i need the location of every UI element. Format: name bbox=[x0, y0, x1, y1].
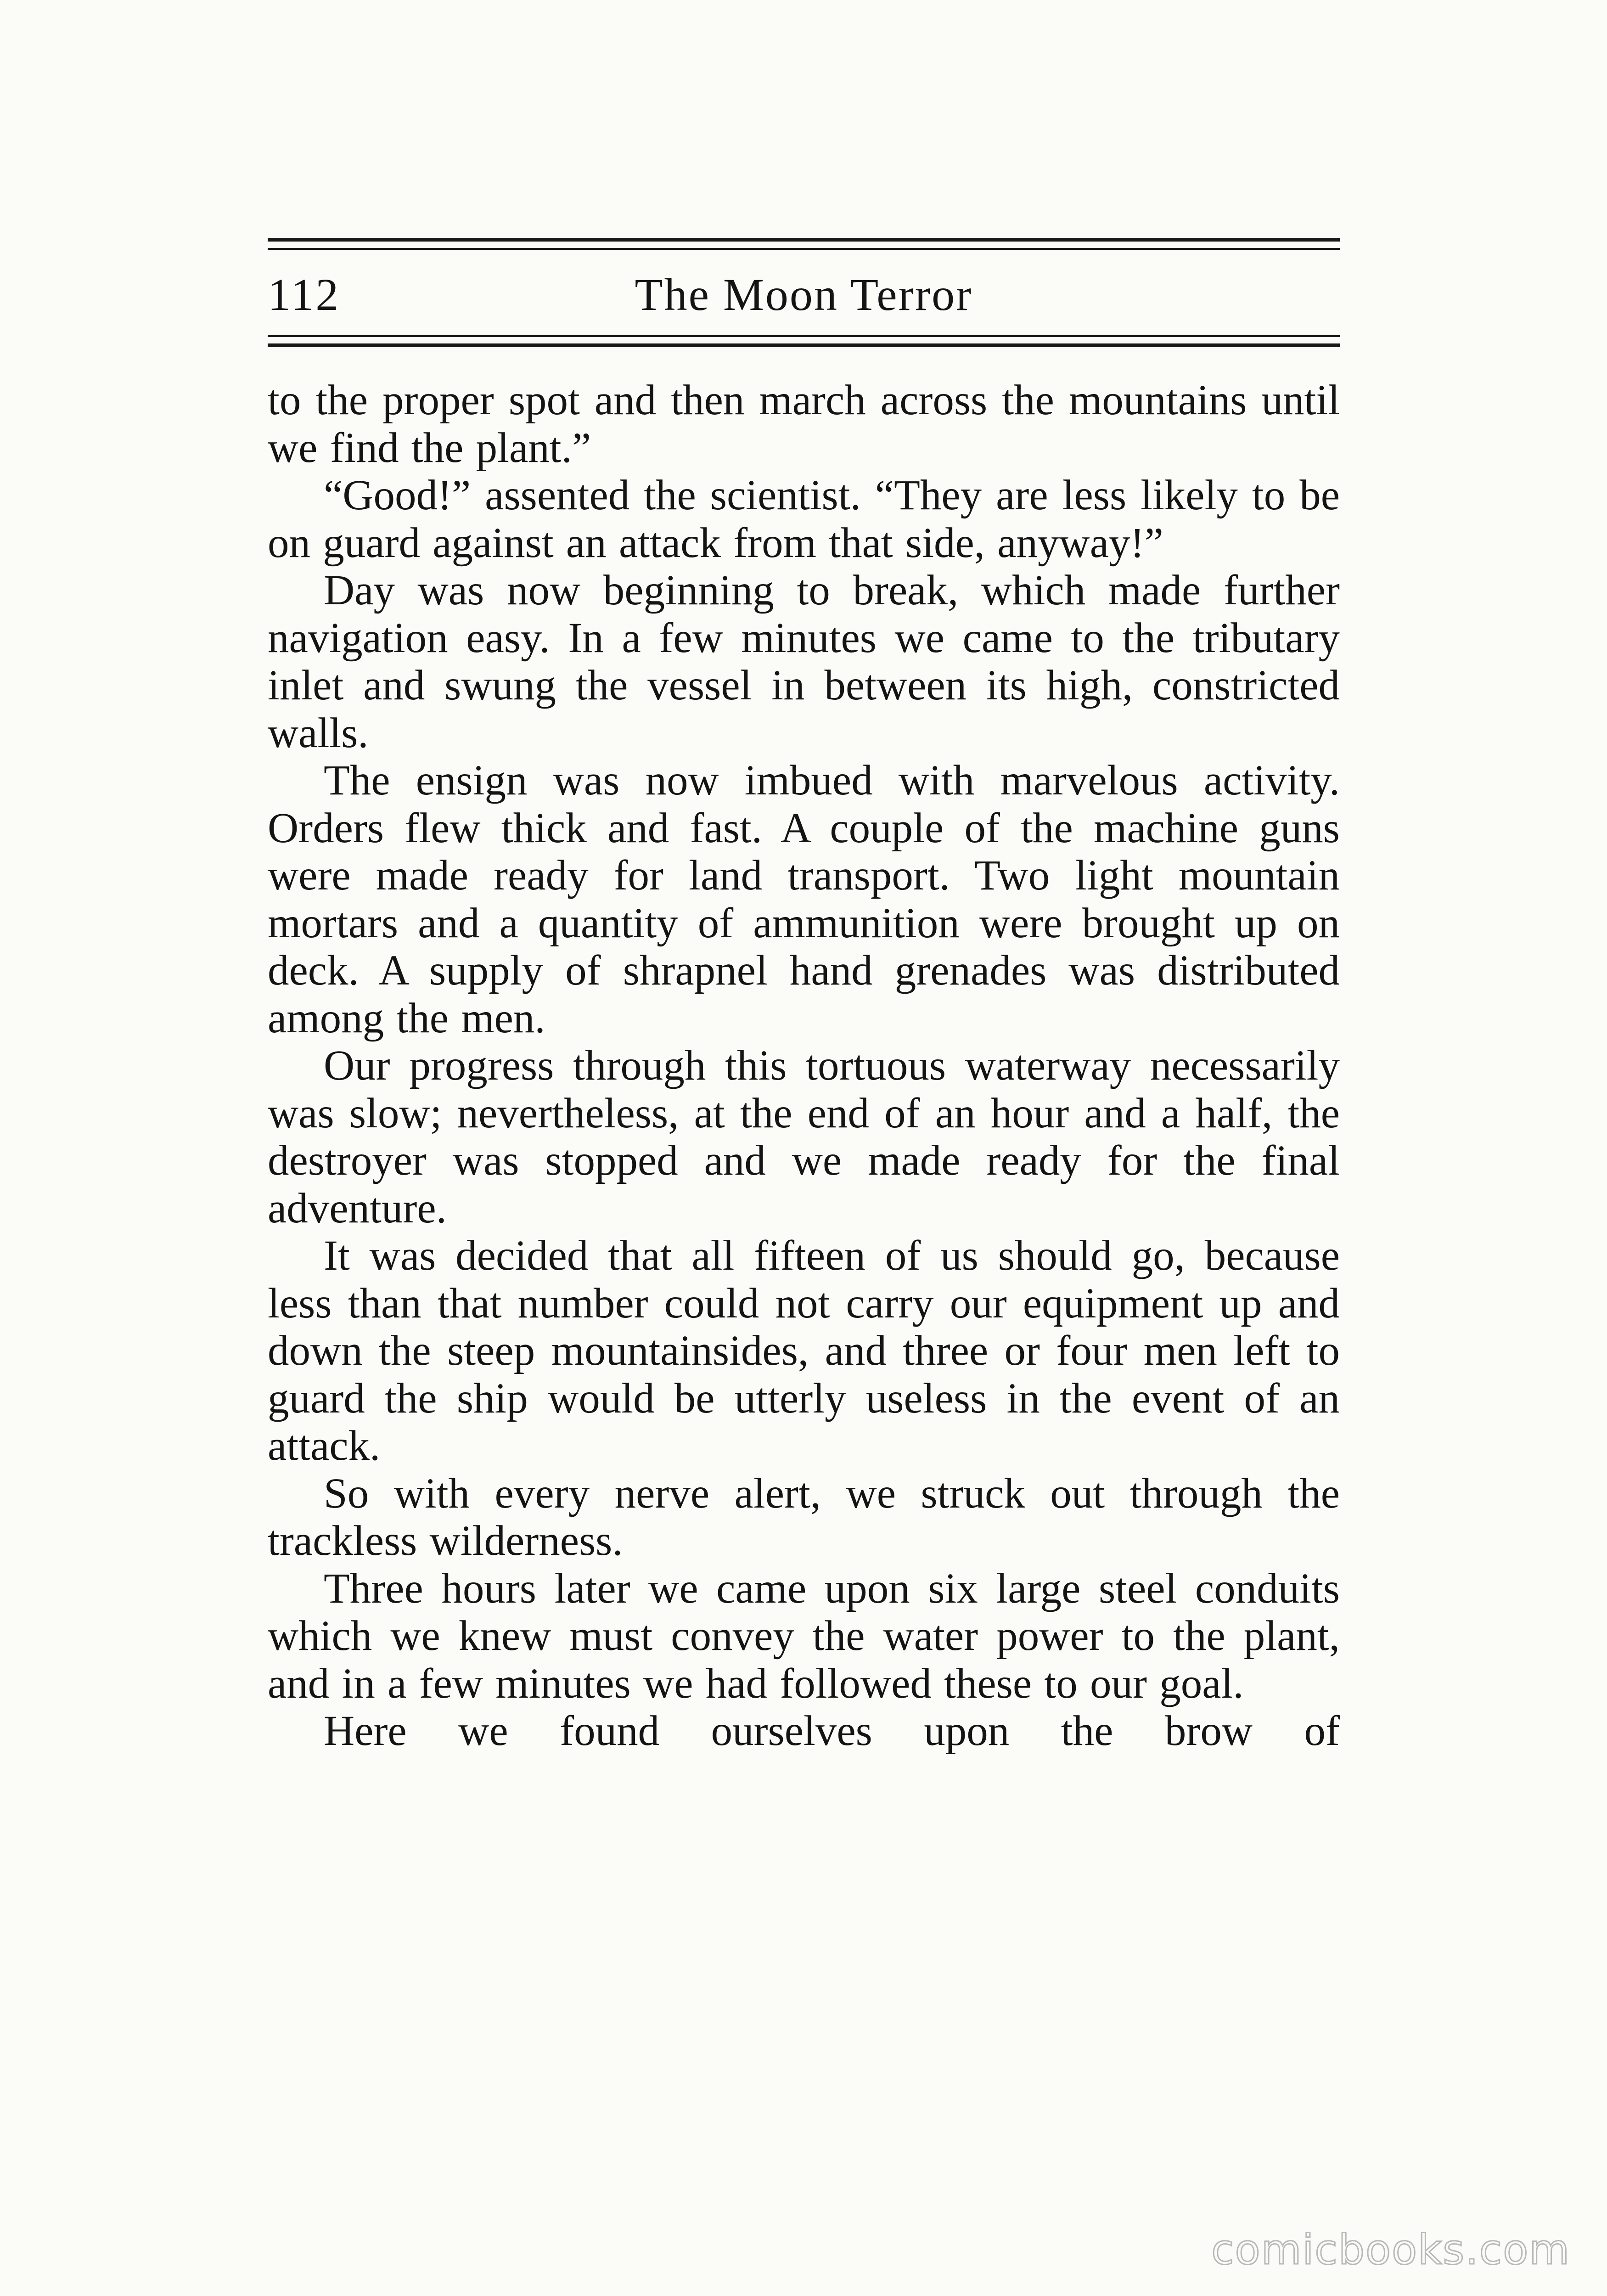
paragraph: Three hours later we came upon six large steel conduits which we knew must convey the water power to the plant, and in a few minutes we had followed these to our goal. bbox=[268, 1564, 1340, 1707]
paragraph: Day was now beginning to break, which made further navigation easy. In a few minutes we came to the tributary inlet and swung the vessel in between its high, constricted walls. bbox=[268, 567, 1340, 757]
paragraph: It was decided that all fifteen of us should go, because less than that number could not carry our equipment up and down the steep mountainsides, and three or four men left to guard the ship would be utterly useless in the event of an attack. bbox=[268, 1232, 1340, 1469]
header-rule-top-thin bbox=[268, 248, 1340, 250]
watermark: comicbooks.com bbox=[1211, 2226, 1570, 2274]
header-rule-bottom-thin bbox=[268, 335, 1340, 337]
page-number: 112 bbox=[268, 269, 341, 320]
paragraph: Our progress through this tortuous waterway necessarily was slow; nevertheless, at the end of an hour and a half, the destroyer was stopped and we made ready for the final adventure. bbox=[268, 1042, 1340, 1232]
running-header bbox=[268, 262, 1340, 331]
paragraph: So with every nerve alert, we struck out through the trackless wilderness. bbox=[268, 1469, 1340, 1564]
running-title: The Moon Terror bbox=[635, 269, 973, 320]
paragraph: The ensign was now imbued with marvelous activity. Orders flew thick and fast. A couple of the machine guns were made ready for land transport. Two light mountain mortars and a quantity of ammunition were brought up on deck. A supply of shrapnel hand grenades was distributed among the men. bbox=[268, 757, 1340, 1042]
paragraph: “Good!” assented the scientist. “They are less likely to be on guard against an attack from that side, anyway!” bbox=[268, 472, 1340, 567]
paragraph: to the proper spot and then march across the mountains until we find the plant.” bbox=[268, 377, 1340, 472]
header-rule-top-thick bbox=[268, 238, 1340, 242]
body-text bbox=[268, 377, 1340, 1755]
header-rule-bottom-thick bbox=[268, 343, 1340, 347]
paragraph: Here we found ourselves upon the brow of bbox=[324, 1707, 1340, 1755]
